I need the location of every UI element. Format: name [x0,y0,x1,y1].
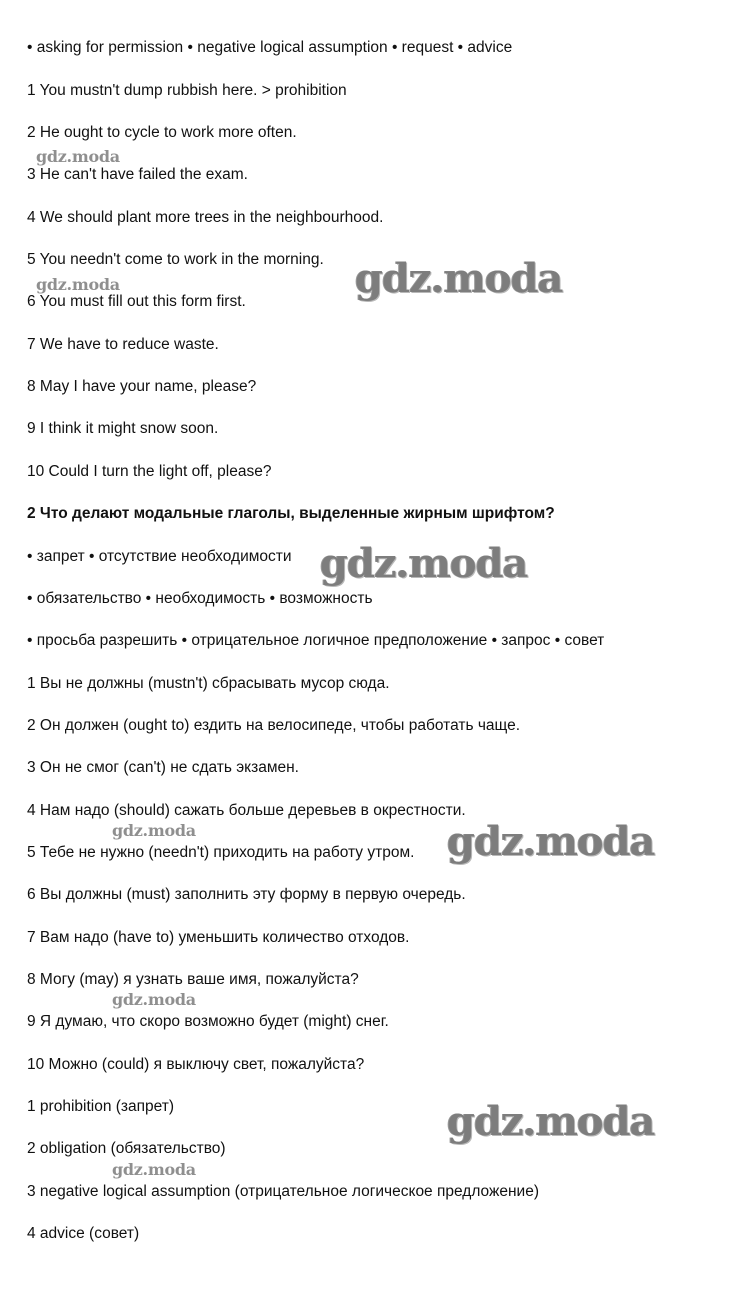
watermark: gdz.moda [112,821,196,840]
text-line: • asking for permission • negative logical assumption • request • advice [27,39,513,56]
text-line: 10 Could I turn the light off, please? [27,463,272,480]
text-line: 7 We have to reduce waste. [27,336,219,353]
text-line: • просьба разрешить • отрицательное логичное предположение • запрос • совет [27,632,605,649]
text-line: 1 You mustn't dump rubbish here. > prohibition [27,82,347,99]
watermark: gdz.moda [320,540,528,587]
watermark: gdz.moda [355,255,563,302]
watermark: gdz.moda [447,818,655,865]
text-line: 2 Он должен (ought to) ездить на велосипеде, чтобы работать чаще. [27,717,521,734]
text-line: 6 You must fill out this form first. [27,293,246,310]
text-line: 2 obligation (обязательство) [27,1140,226,1157]
text-line: • запрет • отсутствие необходимости [27,548,292,565]
text-line: 4 Нам надо (should) сажать больше деревьев в окрестности. [27,802,466,819]
watermark: gdz.moda [112,1160,196,1179]
text-line: 7 Вам надо (have to) уменьшить количество отходов. [27,929,410,946]
text-line: 8 Могу (may) я узнать ваше имя, пожалуйста? [27,971,359,988]
text-line: 8 May I have your name, please? [27,378,257,395]
text-line: 9 I think it might snow soon. [27,420,219,437]
text-line: 4 We should plant more trees in the neighbourhood. [27,209,384,226]
watermark: gdz.moda [36,147,120,166]
text-line: 5 You needn't come to work in the morning. [27,251,324,268]
text-line: 4 advice (совет) [27,1225,140,1242]
section-heading: 2 Что делают модальные глаголы, выделенные жирным шрифтом? [27,505,555,522]
text-line: 2 He ought to cycle to work more often. [27,124,297,141]
watermark: gdz.moda [36,275,120,294]
text-line: 3 negative logical assumption (отрицательное логическое предложение) [27,1183,539,1200]
watermark: gdz.moda [447,1098,655,1145]
text-line: • обязательство • необходимость • возможность [27,590,373,607]
text-line: 10 Можно (could) я выключу свет, пожалуйста? [27,1056,365,1073]
text-line: 9 Я думаю, что скоро возможно будет (might) снег. [27,1013,389,1030]
watermark: gdz.moda [112,990,196,1009]
text-line: 5 Тебе не нужно (needn't) приходить на работу утром. [27,844,415,861]
text-line: 1 prohibition (запрет) [27,1098,175,1115]
text-line: 1 Вы не должны (mustn't) сбрасывать мусор сюда. [27,675,390,692]
text-line: 6 Вы должны (must) заполнить эту форму в первую очередь. [27,886,466,903]
text-line: 3 He can't have failed the exam. [27,166,248,183]
text-line: 3 Он не смог (can't) не сдать экзамен. [27,759,299,776]
